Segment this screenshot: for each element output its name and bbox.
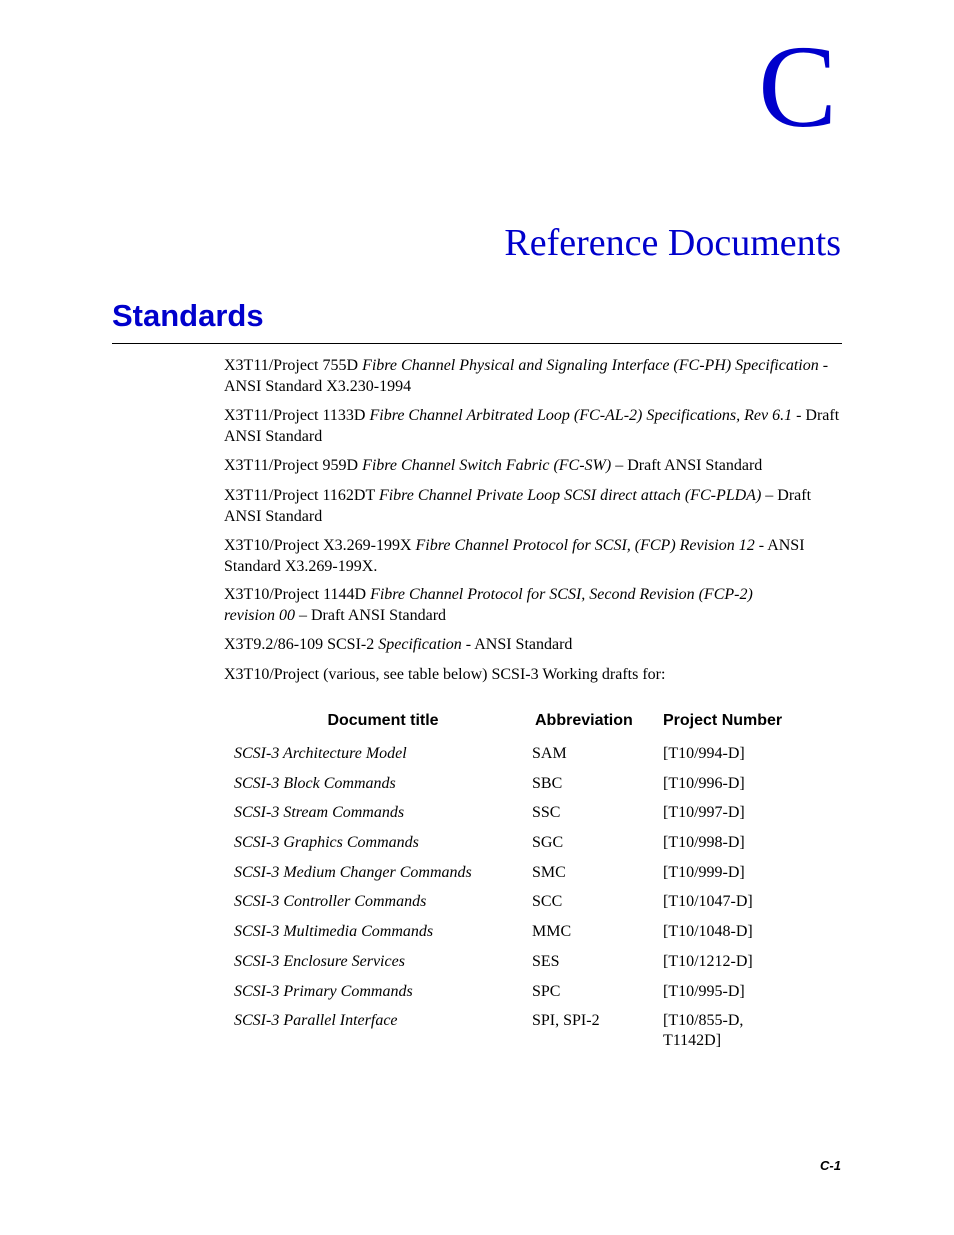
abbreviation-cell: SSC <box>532 804 561 822</box>
standard-entry <box>224 665 844 686</box>
entry-title: Specification <box>378 636 462 653</box>
section-title: Standards <box>112 298 264 333</box>
entry-id: X3T10/Project (various, see table below) SCSI-3 Working drafts for: <box>224 666 666 683</box>
project-number-cell: [T10/1048-D] <box>663 923 753 941</box>
abbreviation-cell: SGC <box>532 834 564 852</box>
entry-status: - Draft ANSI Standard <box>224 407 840 445</box>
table-row <box>224 774 803 804</box>
entry-status: – Draft ANSI Standard <box>611 457 763 474</box>
document-title-cell: SCSI-3 Controller Commands <box>234 893 427 911</box>
abbreviation-cell: MMC <box>532 923 572 941</box>
abbreviation-cell: SPI, SPI-2 <box>532 1012 600 1030</box>
scsi3-drafts-table <box>224 710 803 1051</box>
entry-title: Fibre Channel Switch Fabric (FC-SW) <box>362 457 612 474</box>
table-row <box>224 982 803 1012</box>
entry-id: X3T10/Project 1144D <box>224 586 371 603</box>
project-number-cell: [T10/998-D] <box>663 834 745 852</box>
chapter-letter: C <box>758 21 837 152</box>
project-number-cell: [T10/996-D] <box>663 774 745 792</box>
entry-status: - ANSI Standard <box>461 636 573 653</box>
entry-id: X3T11/Project 1162DT <box>224 487 379 504</box>
abbreviation-cell: SMC <box>532 863 566 881</box>
document-title-cell: SCSI-3 Graphics Commands <box>234 834 419 852</box>
table-row <box>224 744 803 774</box>
project-number-cell: [T10/1212-D] <box>663 952 753 970</box>
document-title-cell: SCSI-3 Enclosure Services <box>234 952 405 970</box>
section-divider <box>112 343 842 344</box>
standard-entry <box>224 456 844 477</box>
table-row <box>224 1011 803 1051</box>
standard-entry <box>224 585 804 626</box>
entry-status: - ANSI Standard X3.269-199X. <box>224 537 805 575</box>
project-number-cell: [T10/997-D] <box>663 804 745 822</box>
entry-id: X3T9.2/86-109 SCSI-2 <box>224 636 379 653</box>
abbreviation-cell: SPC <box>532 982 561 1000</box>
standard-entry <box>224 635 844 656</box>
chapter-title: Reference Documents <box>504 222 841 264</box>
document-title-cell: SCSI-3 Multimedia Commands <box>234 923 434 941</box>
entry-title: Fibre Channel Private Loop SCSI direct attach (FC-PLDA) <box>378 487 762 504</box>
abbreviation-cell: SES <box>532 952 560 970</box>
project-number-cell: [T10/1047-D] <box>663 893 753 911</box>
page-number: C-1 <box>820 1158 841 1173</box>
abbreviation-cell: SBC <box>532 774 563 792</box>
entry-status: - ANSI Standard X3.230-1994 <box>224 357 829 395</box>
column-header: Project Number <box>663 712 783 729</box>
entry-title: Fibre Channel Physical and Signaling Interface (FC-PH) Specification <box>362 357 819 374</box>
document-title-cell: SCSI-3 Primary Commands <box>234 982 413 1000</box>
standard-entry <box>224 356 844 397</box>
table-row <box>224 922 803 952</box>
abbreviation-cell: SAM <box>532 745 567 762</box>
table-row <box>224 952 803 982</box>
entry-title: Fibre Channel Protocol for SCSI, Second Revision (FCP-2) revision 00 <box>224 586 753 624</box>
entry-id: X3T10/Project X3.269-199X <box>224 537 416 554</box>
project-number-cell: [T10/999-D] <box>663 863 745 881</box>
project-number-cell: [T10/855-D, T1142D] <box>663 1012 744 1050</box>
table-row <box>224 892 803 922</box>
table-header-row <box>224 710 803 744</box>
document-title-cell: SCSI-3 Block Commands <box>234 774 396 792</box>
table-row <box>224 803 803 833</box>
entry-status: – Draft ANSI Standard <box>294 606 447 624</box>
document-title-cell: SCSI-3 Stream Commands <box>234 804 405 822</box>
entry-id: X3T11/Project 755D <box>224 357 363 374</box>
column-header: Abbreviation <box>535 712 633 729</box>
document-title-cell: SCSI-3 Parallel Interface <box>234 1012 398 1030</box>
entry-id: X3T11/Project 1133D <box>224 407 370 424</box>
entry-id: X3T11/Project 959D <box>224 457 363 474</box>
column-header: Document title <box>327 712 439 729</box>
table-row <box>224 833 803 863</box>
project-number-cell: [T10/994-D] <box>663 745 745 762</box>
abbreviation-cell: SCC <box>532 893 563 911</box>
project-number-cell: [T10/995-D] <box>663 982 745 1000</box>
entry-title: Fibre Channel Arbitrated Loop (FC-AL-2) Specifications, Rev 6.1 <box>369 407 793 424</box>
entry-status: – Draft ANSI Standard <box>224 487 812 525</box>
document-title-cell: SCSI-3 Medium Changer Commands <box>234 863 472 881</box>
entry-title: Fibre Channel Protocol for SCSI, (FCP) Revision 12 <box>415 537 755 554</box>
standard-entry <box>224 536 814 577</box>
document-title-cell: SCSI-3 Architecture Model <box>234 745 407 762</box>
standard-entry <box>224 486 824 527</box>
table-row <box>224 863 803 893</box>
standard-entry <box>224 406 849 447</box>
